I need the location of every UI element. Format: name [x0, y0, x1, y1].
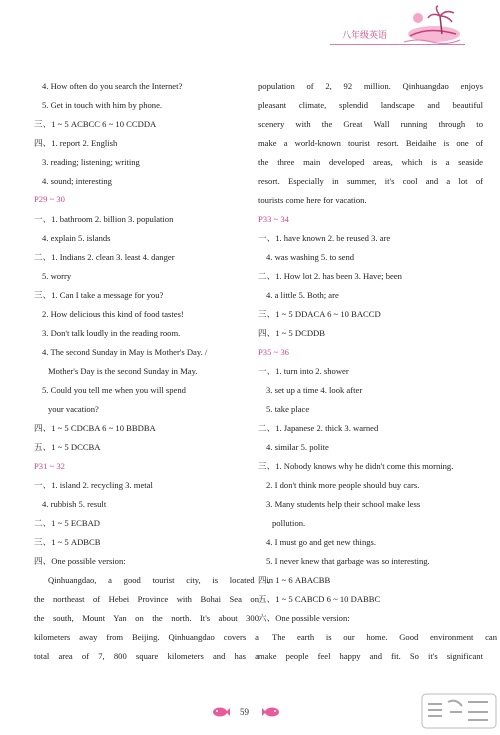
right-line: 5. I never knew that garbage was so interesting.	[266, 556, 430, 566]
left-line: 三、1 ~ 5 ADBCB	[34, 537, 101, 547]
right-line: P35 ~ 36	[258, 347, 289, 357]
right-line: make a world-known tourist resort. Beidaihe is one of	[258, 138, 483, 148]
right-line: 3. Many students help their school make less	[266, 499, 421, 509]
fish-right-icon	[262, 706, 280, 718]
left-line: 三、1. Can I take a message for you?	[34, 290, 164, 300]
right-line: resort. Especially in summer, it's cool and a lot of	[258, 176, 483, 186]
right-line: 2. I don't think more people should buy cars.	[266, 480, 420, 490]
right-line: 六、One possible version:	[258, 613, 350, 623]
left-line: 5. Get in touch with him by phone.	[42, 100, 163, 110]
right-line: 一、1. have known 2. be reused 3. are	[258, 233, 391, 243]
left-line: 5. Could you tell me when you will spend	[42, 385, 186, 395]
header-title: 八年级英语	[342, 31, 388, 41]
left-line: 5. worry	[42, 271, 72, 281]
right-line: pleasant climate, splendid landscape and beautiful	[258, 100, 483, 110]
right-line: scenery with the Great Wall running through to	[258, 119, 483, 129]
left-line: 4. explain 5. islands	[42, 233, 111, 243]
left-line: P29 ~ 30	[34, 194, 65, 204]
right-line: 二、1. How lot 2. has been 3. Have; been	[258, 271, 402, 281]
right-line: 4. similar 5. polite	[266, 442, 329, 452]
right-line: the three main developed areas, which is a seaside	[258, 157, 483, 167]
right-line: 4. I must go and get new things.	[266, 537, 377, 547]
left-line: 二、1 ~ 5 ECBAD	[34, 518, 101, 528]
left-line: the northeast of Hebei Province with Bohai Sea on	[34, 594, 259, 604]
left-line: 五、1 ~ 5 DCCBA	[34, 442, 101, 452]
page-number: 59	[240, 707, 249, 717]
left-line: your vacation?	[48, 404, 99, 414]
right-line: 二、1. Japanese 2. thick 3. warned	[258, 423, 379, 433]
right-line: pollution.	[272, 518, 306, 528]
left-line: 四、1. report 2. English	[34, 138, 118, 148]
left-line: kilometers away from Beijing. Qinhuangdao covers a	[34, 632, 259, 642]
right-line: make people feel happy and fit. So it's significant	[258, 651, 483, 661]
left-line: 四、One possible version:	[34, 556, 126, 566]
right-line: population of 2, 92 million. Qinhuangdao enjoys	[258, 81, 483, 91]
beach-scene-logo-icon	[398, 4, 463, 46]
left-line: 4. rubbish 5. result	[42, 499, 107, 509]
right-line: 四、1 ~ 6 ABACBB	[258, 575, 331, 585]
fish-left-icon	[212, 706, 230, 718]
left-line: 3. Don't talk loudly in the reading room.	[42, 328, 181, 338]
right-line: The earth is our home. Good environment can	[272, 632, 497, 642]
right-line: 四、1 ~ 5 DCDDB	[258, 328, 325, 338]
right-line: 3. set up a time 4. look after	[266, 385, 363, 395]
left-line: 一、1. bathroom 2. billion 3. population	[34, 214, 174, 224]
left-line: 三、1 ~ 5 ACBCC 6 ~ 10 CCDDA	[34, 119, 157, 129]
left-line: 二、1. Indians 2. clean 3. least 4. danger	[34, 252, 175, 262]
left-line: 2. How delicious this kind of food tastes!	[42, 309, 184, 319]
right-line: tourists come here for vacation.	[258, 195, 367, 205]
right-line: 三、1 ~ 5 DDACA 6 ~ 10 BACCD	[258, 309, 381, 319]
left-line: 3. reading; listening; writing	[42, 157, 140, 167]
left-line: total area of 7, 800 square kilometers and has a	[34, 651, 259, 661]
right-line: 五、1 ~ 5 CABCD 6 ~ 10 DABBC	[258, 594, 381, 604]
left-line: the south, Mount Yan on the north. It's about 300	[34, 613, 259, 623]
left-line: 4. sound; interesting	[42, 176, 112, 186]
watermark-logo-icon	[420, 690, 498, 732]
right-line: 三、1. Nobody knows why he didn't come this morning.	[258, 461, 454, 471]
left-line: 四、1 ~ 5 CDCBA 6 ~ 10 BBDBA	[34, 423, 156, 433]
right-line: 5. take place	[266, 404, 310, 414]
right-line: 一、1. turn into 2. shower	[258, 366, 349, 376]
left-line: 4. How often do you search the Internet?	[42, 81, 183, 91]
left-line: Qinhuangdao, a good tourist city, is located in	[48, 575, 273, 585]
left-line: 一、1. island 2. recycling 3. metal	[34, 480, 153, 490]
right-line: P33 ~ 34	[258, 214, 289, 224]
header-divider	[330, 44, 465, 45]
right-line: 4. a little 5. Both; are	[266, 290, 339, 300]
left-line: Mother's Day is the second Sunday in May.	[48, 366, 198, 376]
left-line: P31 ~ 32	[34, 461, 65, 471]
right-line: 4. was washing 5. to send	[266, 252, 355, 262]
left-line: 4. The second Sunday in May is Mother's Day. /	[42, 347, 208, 357]
